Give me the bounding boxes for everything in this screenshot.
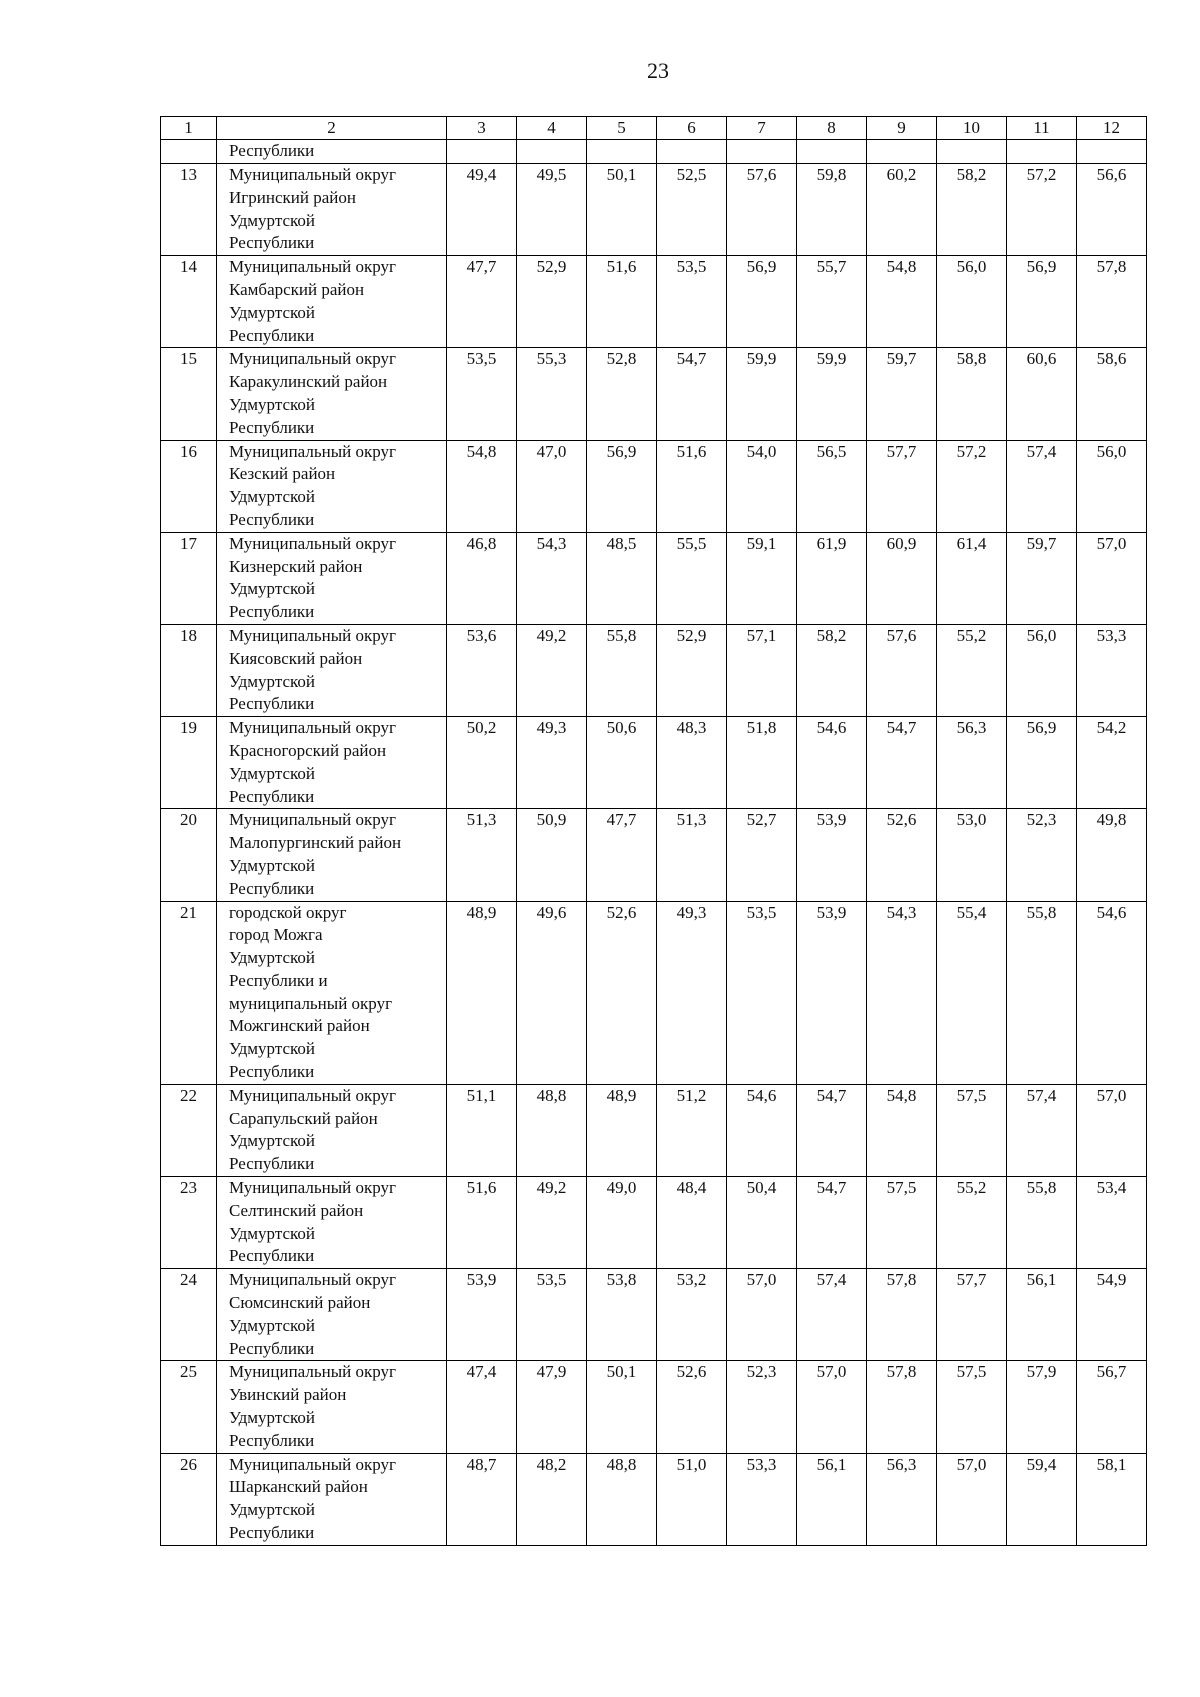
value-cell-col-11: 57,2	[1007, 164, 1077, 256]
table-row	[161, 1084, 1147, 1176]
value-cell-col-10: 57,5	[937, 1084, 1007, 1176]
column-header-4: 4	[517, 117, 587, 140]
row-number-cell: 18	[161, 624, 217, 716]
column-header-5: 5	[587, 117, 657, 140]
value-cell-col-5: 48,9	[587, 1084, 657, 1176]
value-cell-col-6: 48,3	[657, 717, 727, 809]
data-table	[160, 116, 1147, 1546]
value-cell-col-4: 47,9	[517, 1361, 587, 1453]
value-cell-col-11: 57,4	[1007, 440, 1077, 532]
value-cell-col-9: 57,8	[867, 1361, 937, 1453]
value-cell-col-12: 53,4	[1077, 1177, 1147, 1269]
value-cell-col-7: 56,9	[727, 256, 797, 348]
column-header-9: 9	[867, 117, 937, 140]
value-cell-col-11: 57,9	[1007, 1361, 1077, 1453]
table-row	[161, 164, 1147, 256]
table-row	[161, 1269, 1147, 1361]
value-cell-col-11: 56,0	[1007, 624, 1077, 716]
value-cell-col-7: 54,0	[727, 440, 797, 532]
value-cell-col-3: 51,6	[447, 1177, 517, 1269]
column-header-2: 2	[217, 117, 447, 140]
table-row	[161, 1177, 1147, 1269]
municipality-name-cell: Муниципальный округ Увинский район Удмуртской Республики	[217, 1361, 447, 1453]
value-cell-col-3: 53,5	[447, 348, 517, 440]
value-cell-col-5: 52,6	[587, 901, 657, 1084]
value-cell-col-12: 49,8	[1077, 809, 1147, 901]
value-cell-col-8: 59,8	[797, 164, 867, 256]
value-cell-col-3: 47,7	[447, 256, 517, 348]
municipality-name-cell: Муниципальный округ Игринский район Удмуртской Республики	[217, 164, 447, 256]
value-cell-col-8: 55,7	[797, 256, 867, 348]
value-cell-col-9: 54,7	[867, 717, 937, 809]
value-cell-col-10: 58,8	[937, 348, 1007, 440]
municipality-name-cell: Муниципальный округ Малопургинский район Удмуртской Республики	[217, 809, 447, 901]
value-cell-col-9: 54,8	[867, 256, 937, 348]
column-header-8: 8	[797, 117, 867, 140]
value-cell-col-9: 56,3	[867, 1453, 937, 1545]
municipality-name-cell: Муниципальный округ Селтинский район Удмуртской Республики	[217, 1177, 447, 1269]
value-cell-col-9: 57,8	[867, 1269, 937, 1361]
value-cell-col-5: 51,6	[587, 256, 657, 348]
table-row	[161, 624, 1147, 716]
value-cell-col-5: 50,1	[587, 164, 657, 256]
value-cell-col-10: 56,0	[937, 256, 1007, 348]
municipality-name-cell: городской округ город Можга Удмуртской Республики и муниципальный округ Можгинский район Удмуртской Республики	[217, 901, 447, 1084]
value-cell-col-7: 50,4	[727, 1177, 797, 1269]
value-cell-col-8: 54,7	[797, 1177, 867, 1269]
value-cell-col-3: 54,8	[447, 440, 517, 532]
value-cell-col-6: 52,6	[657, 1361, 727, 1453]
value-cell-col-9: 59,7	[867, 348, 937, 440]
value-cell-col-9: 52,6	[867, 809, 937, 901]
value-cell-col-11: 55,8	[1007, 1177, 1077, 1269]
municipality-name-cell: Муниципальный округ Сарапульский район Удмуртской Республики	[217, 1084, 447, 1176]
row-number-cell: 26	[161, 1453, 217, 1545]
table-row	[161, 1361, 1147, 1453]
value-cell-col-10: 57,5	[937, 1361, 1007, 1453]
table-row	[161, 256, 1147, 348]
value-cell-col-4: 49,2	[517, 1177, 587, 1269]
value-cell-col-10: 58,2	[937, 164, 1007, 256]
value-cell-col-11: 60,6	[1007, 348, 1077, 440]
value-cell-col-5: 52,8	[587, 348, 657, 440]
value-cell-col-12: 56,0	[1077, 440, 1147, 532]
value-cell-col-6: 51,6	[657, 440, 727, 532]
value-cell-col-7: 54,6	[727, 1084, 797, 1176]
value-cell-col-9: 54,8	[867, 1084, 937, 1176]
row-number-cell: 25	[161, 1361, 217, 1453]
value-cell-col-4: 49,2	[517, 624, 587, 716]
row-number-cell: 19	[161, 717, 217, 809]
column-header-6: 6	[657, 117, 727, 140]
value-cell-col-10: 56,3	[937, 717, 1007, 809]
municipality-name-cell: Муниципальный округ Сюмсинский район Удмуртской Республики	[217, 1269, 447, 1361]
value-cell-col-12: 57,0	[1077, 532, 1147, 624]
value-cell-col-7: 59,9	[727, 348, 797, 440]
value-cell-col-6: 53,2	[657, 1269, 727, 1361]
value-cell-col-12: 54,2	[1077, 717, 1147, 809]
value-cell-col-11: 55,8	[1007, 901, 1077, 1084]
municipality-name-cell: Муниципальный округ Кизнерский район Удмуртской Республики	[217, 532, 447, 624]
value-cell-col-5: 49,0	[587, 1177, 657, 1269]
value-cell-col-5: 55,8	[587, 624, 657, 716]
value-cell-col-10: 57,0	[937, 1453, 1007, 1545]
continuation-num-cell	[161, 140, 217, 164]
value-cell-col-4: 49,3	[517, 717, 587, 809]
value-cell-col-11: 52,3	[1007, 809, 1077, 901]
value-cell-col-5: 56,9	[587, 440, 657, 532]
value-cell-col-11: 56,1	[1007, 1269, 1077, 1361]
value-cell-col-10: 55,2	[937, 1177, 1007, 1269]
column-header-7: 7	[727, 117, 797, 140]
value-cell-col-4: 48,8	[517, 1084, 587, 1176]
row-number-cell: 21	[161, 901, 217, 1084]
table-row	[161, 1453, 1147, 1545]
continuation-name-cell: Республики	[217, 140, 447, 164]
value-cell-col-6: 54,7	[657, 348, 727, 440]
row-number-cell: 22	[161, 1084, 217, 1176]
municipality-name-cell: Муниципальный округ Каракулинский район Удмуртской Республики	[217, 348, 447, 440]
value-cell-col-7: 57,0	[727, 1269, 797, 1361]
value-cell-col-12: 58,6	[1077, 348, 1147, 440]
value-cell-col-8: 53,9	[797, 809, 867, 901]
column-header-12: 12	[1077, 117, 1147, 140]
value-cell-col-9: 57,5	[867, 1177, 937, 1269]
row-number-cell: 16	[161, 440, 217, 532]
value-cell-col-8: 53,9	[797, 901, 867, 1084]
value-cell-col-7: 53,5	[727, 901, 797, 1084]
value-cell-col-5: 53,8	[587, 1269, 657, 1361]
value-cell-col-7: 52,7	[727, 809, 797, 901]
row-number-cell: 15	[161, 348, 217, 440]
table-row	[161, 809, 1147, 901]
value-cell-col-10: 53,0	[937, 809, 1007, 901]
value-cell-col-8: 54,7	[797, 1084, 867, 1176]
value-cell-col-6: 52,9	[657, 624, 727, 716]
value-cell-col-12: 54,9	[1077, 1269, 1147, 1361]
continuation-row	[161, 140, 1147, 164]
column-header-10: 10	[937, 117, 1007, 140]
value-cell-col-6: 51,2	[657, 1084, 727, 1176]
value-cell-col-8: 56,5	[797, 440, 867, 532]
value-cell-col-3: 47,4	[447, 1361, 517, 1453]
value-cell-col-5: 48,8	[587, 1453, 657, 1545]
municipality-name-cell: Муниципальный округ Шарканский район Удмуртской Республики	[217, 1453, 447, 1545]
value-cell-col-8: 57,0	[797, 1361, 867, 1453]
value-cell-col-12: 56,7	[1077, 1361, 1147, 1453]
value-cell-col-3: 48,9	[447, 901, 517, 1084]
row-number-cell: 23	[161, 1177, 217, 1269]
table-row	[161, 717, 1147, 809]
column-header-11: 11	[1007, 117, 1077, 140]
table-header-row	[161, 117, 1147, 140]
value-cell-col-3: 53,9	[447, 1269, 517, 1361]
value-cell-col-4: 49,6	[517, 901, 587, 1084]
value-cell-col-10: 57,2	[937, 440, 1007, 532]
value-cell-col-4: 52,9	[517, 256, 587, 348]
value-cell-col-6: 51,0	[657, 1453, 727, 1545]
value-cell-col-8: 57,4	[797, 1269, 867, 1361]
value-cell-col-6: 52,5	[657, 164, 727, 256]
value-cell-col-9: 60,9	[867, 532, 937, 624]
table-body	[161, 117, 1147, 1546]
value-cell-col-5: 50,1	[587, 1361, 657, 1453]
value-cell-col-12: 58,1	[1077, 1453, 1147, 1545]
row-number-cell: 20	[161, 809, 217, 901]
value-cell-col-8: 59,9	[797, 348, 867, 440]
value-cell-col-9: 54,3	[867, 901, 937, 1084]
municipality-name-cell: Муниципальный округ Камбарский район Удмуртской Республики	[217, 256, 447, 348]
row-number-cell: 14	[161, 256, 217, 348]
value-cell-col-11: 59,7	[1007, 532, 1077, 624]
value-cell-col-7: 57,1	[727, 624, 797, 716]
table-row	[161, 901, 1147, 1084]
column-header-3: 3	[447, 117, 517, 140]
value-cell-col-10: 57,7	[937, 1269, 1007, 1361]
value-cell-col-6: 51,3	[657, 809, 727, 901]
value-cell-col-4: 48,2	[517, 1453, 587, 1545]
value-cell-col-11: 56,9	[1007, 717, 1077, 809]
value-cell-col-12: 57,0	[1077, 1084, 1147, 1176]
value-cell-col-3: 53,6	[447, 624, 517, 716]
value-cell-col-4: 49,5	[517, 164, 587, 256]
value-cell-col-9: 57,6	[867, 624, 937, 716]
value-cell-col-3: 51,1	[447, 1084, 517, 1176]
value-cell-col-4: 50,9	[517, 809, 587, 901]
value-cell-col-3: 50,2	[447, 717, 517, 809]
value-cell-col-6: 48,4	[657, 1177, 727, 1269]
value-cell-col-8: 54,6	[797, 717, 867, 809]
value-cell-col-12: 56,6	[1077, 164, 1147, 256]
value-cell-col-6: 55,5	[657, 532, 727, 624]
row-number-cell: 24	[161, 1269, 217, 1361]
value-cell-col-8: 61,9	[797, 532, 867, 624]
value-cell-col-4: 54,3	[517, 532, 587, 624]
value-cell-col-3: 49,4	[447, 164, 517, 256]
value-cell-col-6: 49,3	[657, 901, 727, 1084]
value-cell-col-10: 55,2	[937, 624, 1007, 716]
value-cell-col-7: 53,3	[727, 1453, 797, 1545]
table-row	[161, 532, 1147, 624]
value-cell-col-5: 47,7	[587, 809, 657, 901]
value-cell-col-12: 54,6	[1077, 901, 1147, 1084]
value-cell-col-10: 55,4	[937, 901, 1007, 1084]
value-cell-col-7: 51,8	[727, 717, 797, 809]
value-cell-col-7: 57,6	[727, 164, 797, 256]
municipality-name-cell: Муниципальный округ Кезский район Удмуртской Республики	[217, 440, 447, 532]
value-cell-col-4: 47,0	[517, 440, 587, 532]
value-cell-col-7: 52,3	[727, 1361, 797, 1453]
value-cell-col-3: 46,8	[447, 532, 517, 624]
value-cell-col-8: 58,2	[797, 624, 867, 716]
value-cell-col-8: 56,1	[797, 1453, 867, 1545]
table-row	[161, 348, 1147, 440]
value-cell-col-11: 59,4	[1007, 1453, 1077, 1545]
value-cell-col-9: 57,7	[867, 440, 937, 532]
value-cell-col-11: 57,4	[1007, 1084, 1077, 1176]
column-header-1: 1	[161, 117, 217, 140]
value-cell-col-5: 48,5	[587, 532, 657, 624]
value-cell-col-9: 60,2	[867, 164, 937, 256]
value-cell-col-12: 53,3	[1077, 624, 1147, 716]
row-number-cell: 17	[161, 532, 217, 624]
row-number-cell: 13	[161, 164, 217, 256]
table-row	[161, 440, 1147, 532]
value-cell-col-6: 53,5	[657, 256, 727, 348]
value-cell-col-4: 53,5	[517, 1269, 587, 1361]
municipality-name-cell: Муниципальный округ Киясовский район Удмуртской Республики	[217, 624, 447, 716]
value-cell-col-3: 51,3	[447, 809, 517, 901]
municipality-name-cell: Муниципальный округ Красногорский район Удмуртской Республики	[217, 717, 447, 809]
value-cell-col-7: 59,1	[727, 532, 797, 624]
page-number: 23	[647, 58, 669, 83]
value-cell-col-3: 48,7	[447, 1453, 517, 1545]
value-cell-col-4: 55,3	[517, 348, 587, 440]
value-cell-col-12: 57,8	[1077, 256, 1147, 348]
value-cell-col-11: 56,9	[1007, 256, 1077, 348]
value-cell-col-10: 61,4	[937, 532, 1007, 624]
value-cell-col-5: 50,6	[587, 717, 657, 809]
